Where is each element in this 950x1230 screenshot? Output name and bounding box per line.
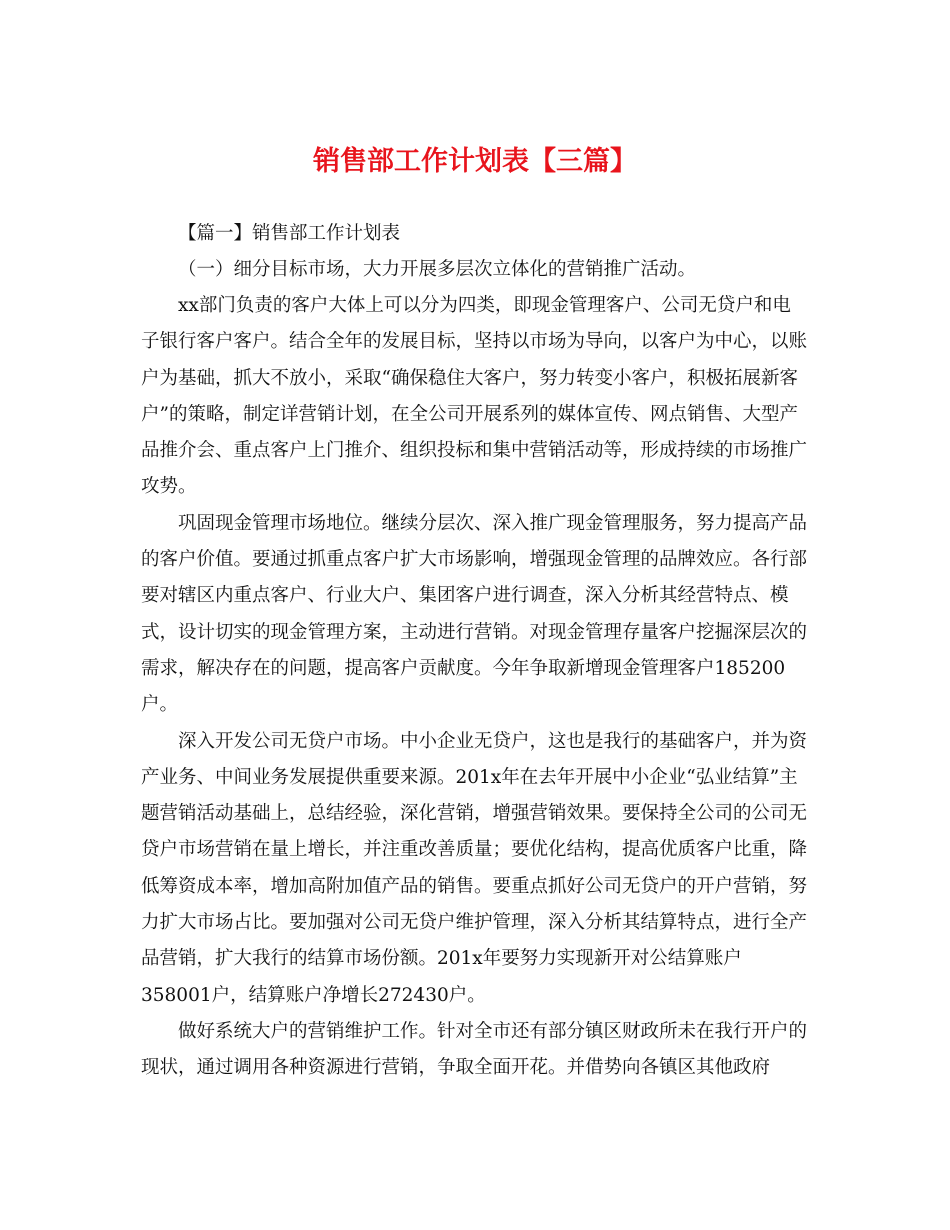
paragraph: 深入开发公司无贷户市场。中小企业无贷户，这也是我行的基础客户，并为资产业务、中间业务发展提供重要来源。201x年在去年开展中小企业“弘业结算”主题营销活动基础上，总结经验，深化营销，增强营销效果。要保持全公司的公司无贷户市场营销在量上增长，并注重改善质量；要优化结构，提高优质客户比重，降低筹资成本率，增加高附加值产品的销售。要重点抓好公司无贷户的开户营销，努力扩大市场占比。要加强对公司无贷户维护管理，深入分析其结算特点，进行全产品营销，扩大我行的结算市场份额。201x年要努力实现新开对公结算账户358001户，结算账户净增长272430户。 bbox=[141, 730, 808, 1006]
paragraph: 巩固现金管理市场地位。继续分层次、深入推广现金管理服务，努力提高产品的客户价值。要通过抓重点客户扩大市场影响，增强现金管理的品牌效应。各行部要对辖区内重点客户、行业大户、集团客户进行调查，深入分析其经营特点、模式，设计切实的现金管理方案，主动进行营销。对现金管理存量客户挖掘深层次的需求，解决存在的问题，提高客户贡献度。今年争取新增现金管理客户185200户。 bbox=[141, 512, 808, 716]
document-body bbox=[141, 216, 809, 1087]
paragraph: xx部门负责的客户大体上可以分为四类，即现金管理客户、公司无贷户和电子银行客户客户。结合全年的发展目标，坚持以市场为导向，以客户为中心，以账户为基础，抓大不放小，采取“确保稳住大客户，努力转变小客户，积极拓展新客户”的策略，制定详营销计划，在全公司开展系列的媒体宣传、网点销售、大型产品推介会、重点客户上门推介、组织投标和集中营销活动等，形成持续的市场推广攻势。 bbox=[141, 295, 808, 498]
document-title: 销售部工作计划表【三篇】 bbox=[313, 146, 637, 177]
section-heading: 【篇一】销售部工作计划表 bbox=[178, 223, 401, 244]
subheading: （一）细分目标市场，大力开展多层次立体化的营销推广活动。 bbox=[178, 259, 697, 280]
paragraph: 做好系统大户的营销维护工作。针对全市还有部分镇区财政所未在我行开户的现状，通过调用各种资源进行营销，争取全面开花。并借势向各镇区其他政府 bbox=[141, 1020, 808, 1079]
